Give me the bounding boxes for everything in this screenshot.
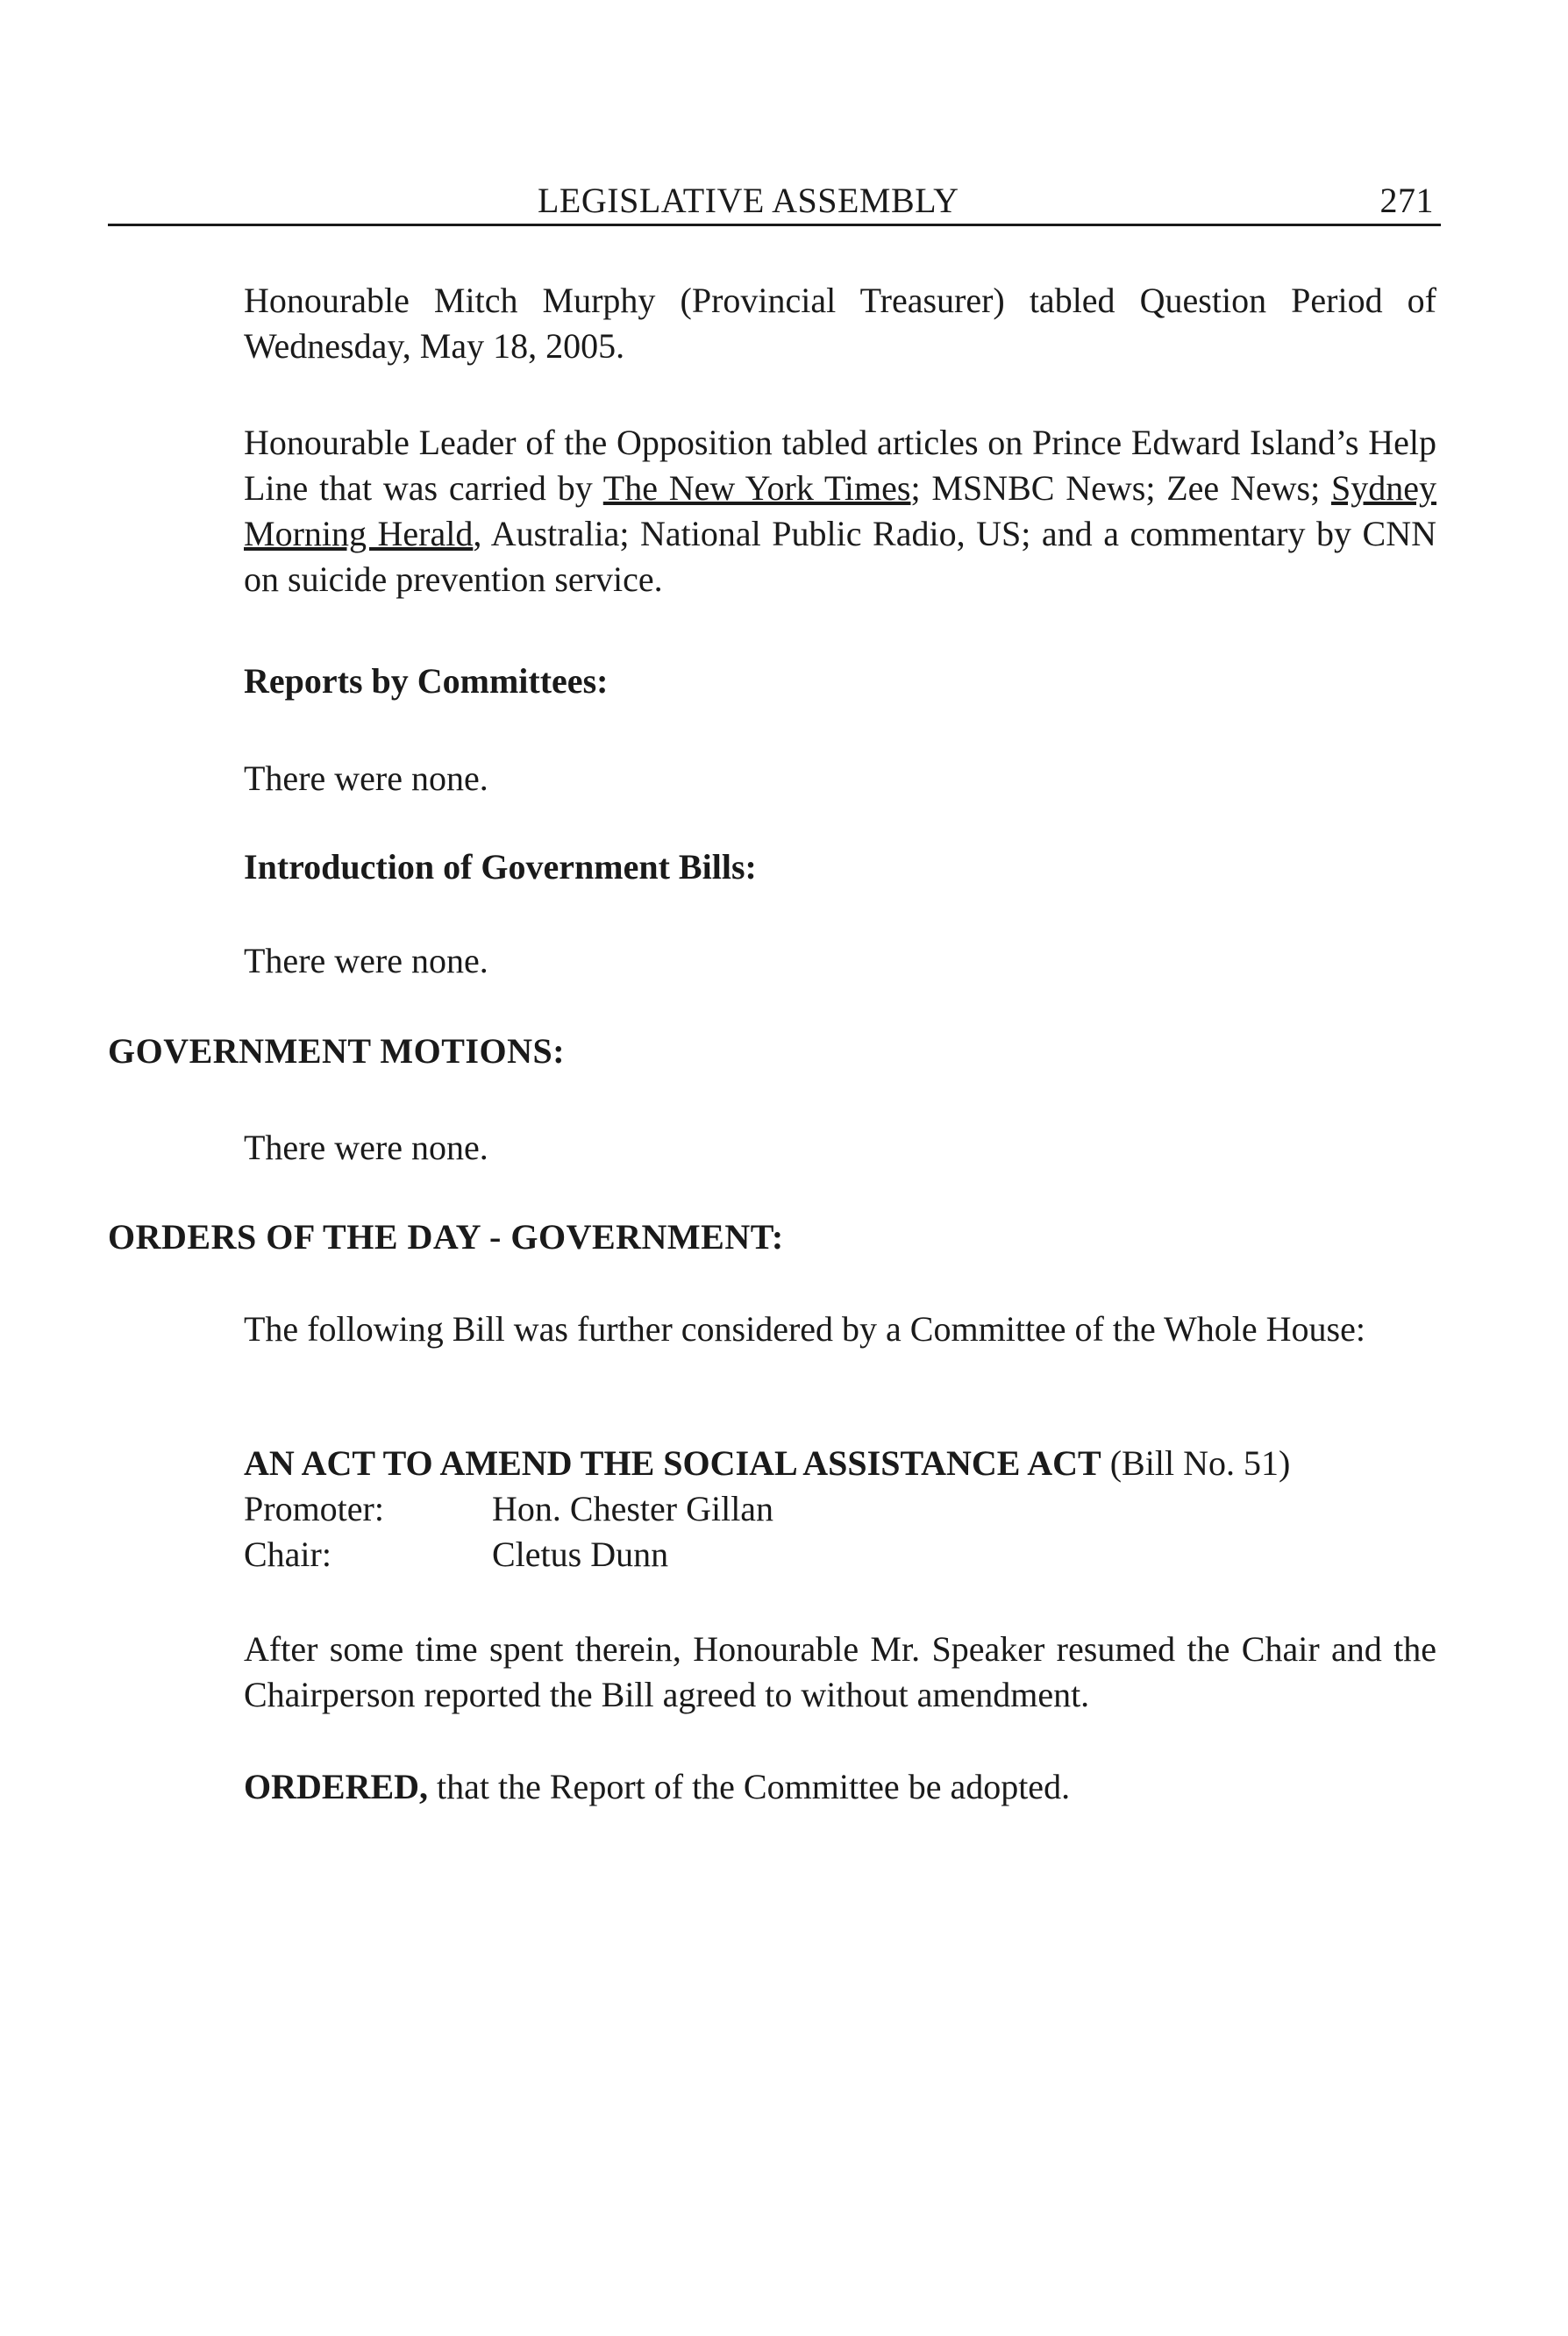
promoter-value: Hon. Chester Gillan	[492, 1489, 774, 1528]
bill-title-line	[244, 1441, 1472, 1486]
header-rule	[108, 224, 1441, 226]
chair-label: Chair:	[244, 1535, 331, 1574]
tabling-paragraph-opposition	[244, 420, 1436, 602]
ordered-paragraph	[244, 1764, 1436, 1810]
header-title: LEGISLATIVE ASSEMBLY	[538, 181, 959, 220]
orders-intro-text: The following Bill was further considered by a Committee of the Whole House:	[244, 1309, 1365, 1349]
bill-title: AN ACT TO AMEND THE SOCIAL ASSISTANCE ACT	[244, 1443, 1101, 1483]
ordered-text: that the Report of the Committee be adopted.	[428, 1767, 1071, 1806]
government-motions-text: There were none.	[244, 1128, 488, 1167]
promoter-row	[244, 1486, 1472, 1532]
promoter-label: Promoter:	[244, 1489, 384, 1528]
ordered-label: ORDERED,	[244, 1767, 429, 1806]
bill-block	[244, 1441, 1472, 1578]
government-motions-heading: GOVERNMENT MOTIONS:	[108, 1031, 566, 1071]
chair-value: Cletus Dunn	[492, 1535, 669, 1574]
government-bills-text: There were none.	[244, 941, 488, 980]
tabling-text-part2: ; MSNBC News; Zee News;	[910, 468, 1331, 508]
publication-new-york-times: The New York Times	[602, 468, 911, 508]
tabling-paragraph-treasurer: Honourable Mitch Murphy (Provincial Treasurer) tabled Question Period of Wednesday, May 18, 2005.	[244, 281, 1436, 366]
committee-report-text: After some time spent therein, Honourable Mr. Speaker resumed the Chair and the Chairperson reported the Bill agreed to without amendment.	[244, 1629, 1436, 1714]
orders-of-the-day-heading: ORDERS OF THE DAY - GOVERNMENT:	[108, 1217, 784, 1257]
running-header	[108, 173, 1441, 225]
publication-sydney-morning-herald: Sydney Morning Herald	[244, 468, 1436, 553]
bill-number: (Bill No. 51)	[1101, 1443, 1291, 1483]
chair-row	[244, 1532, 1472, 1578]
tabling-text-part3: , Australia; National Public Radio, US; and a commentary by CNN on suicide prevention service.	[244, 514, 1436, 599]
tabling-text-part1: Honourable Leader of the Opposition tabled articles on Prince Edward Island’s Help Line that was carried by	[244, 423, 1436, 508]
government-bills-heading: Introduction of Government Bills:	[244, 847, 757, 887]
reports-text: There were none.	[244, 758, 488, 798]
page-number: 271	[1379, 181, 1434, 220]
reports-heading: Reports by Committees:	[244, 661, 609, 701]
